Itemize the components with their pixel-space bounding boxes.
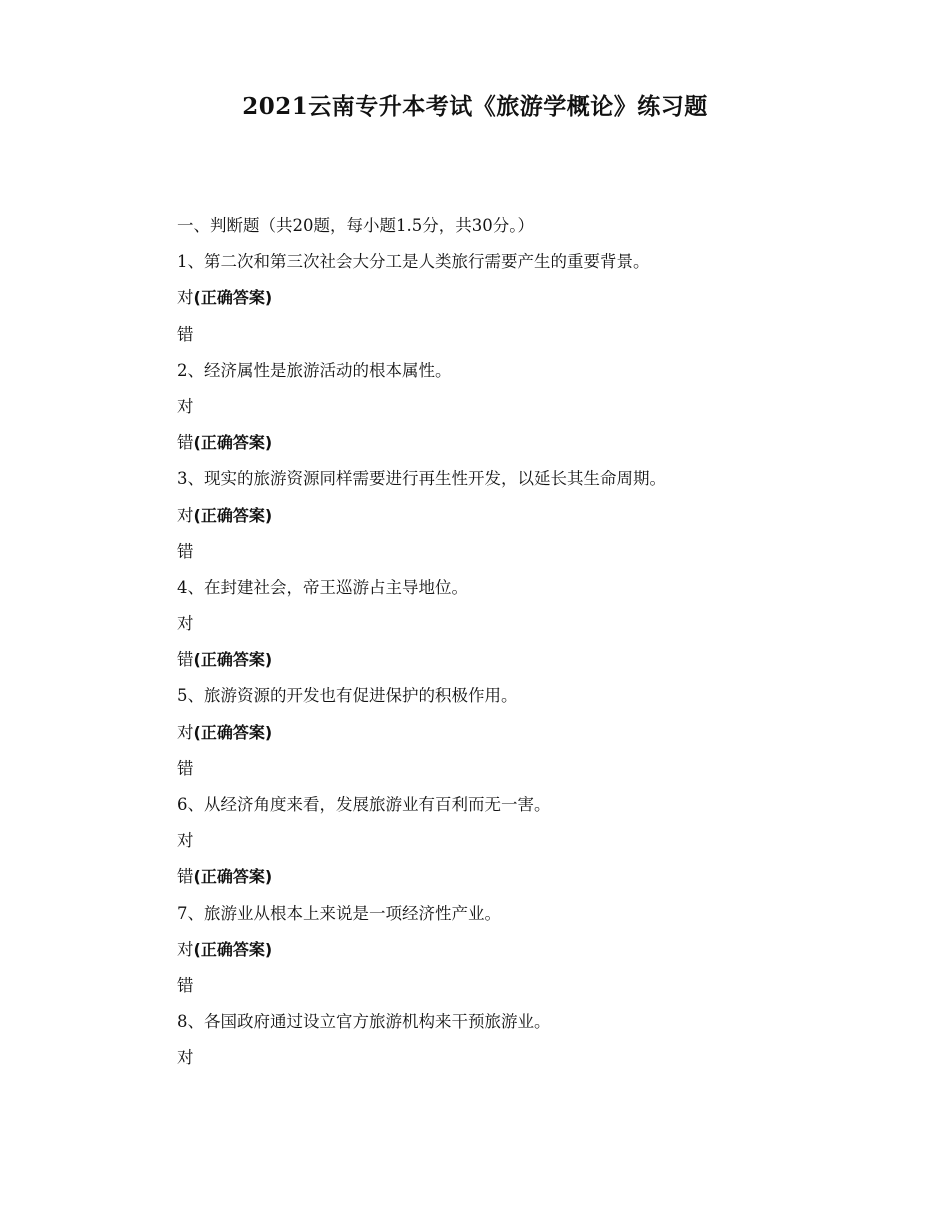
correct-answer-mark: (正确答案) [193,939,273,959]
option-label: 错 [177,433,194,453]
option-label: 对 [177,831,194,851]
option-label: 错 [177,867,194,887]
option-label: 对 [177,288,194,308]
option-label: 对 [177,939,194,959]
option-false [177,534,897,570]
question-text: 1、第二次和第三次社会大分工是人类旅行需要产生的重要背景。 [177,252,650,272]
option-true [177,498,897,534]
option-false [177,859,897,895]
question-text: 8、各国政府通过设立官方旅游机构来干预旅游业。 [177,1012,551,1032]
correct-answer-mark: (正确答案) [193,650,273,670]
question-list [177,208,897,1077]
option-label: 对 [177,722,194,742]
question-text: 3、现实的旅游资源同样需要进行再生性开发，以延长其生命周期。 [177,469,666,489]
option-false [177,968,897,1004]
option-label: 错 [177,650,194,670]
document-title: 2021云南专升本考试《旅游学概论》练习题 [242,93,708,120]
option-label: 对 [177,505,194,525]
option-label: 错 [177,324,194,344]
option-true [177,823,897,859]
option-false [177,425,897,461]
question-text: 2、经济属性是旅游活动的根本属性。 [177,360,452,380]
section-heading: 一、判断题（共20题，每小题1.5分，共30分。） [177,216,534,235]
option-label: 错 [177,541,194,561]
correct-answer-mark: (正确答案) [193,433,273,453]
option-false [177,317,897,353]
correct-answer-mark: (正确答案) [193,867,273,887]
option-true [177,1040,897,1076]
option-label: 错 [177,975,194,995]
option-false [177,751,897,787]
question-text: 5、旅游资源的开发也有促进保护的积极作用。 [177,686,518,706]
option-label: 对 [177,396,194,416]
option-true [177,715,897,751]
option-label: 对 [177,614,194,634]
question-text: 7、旅游业从根本上来说是一项经济性产业。 [177,903,501,923]
correct-answer-mark: (正确答案) [193,722,273,742]
option-false [177,642,897,678]
option-true [177,280,897,316]
option-true [177,606,897,642]
correct-answer-mark: (正确答案) [193,288,273,308]
question-text: 6、从经济角度来看，发展旅游业有百利而无一害。 [177,795,551,814]
correct-answer-mark: (正确答案) [193,505,273,525]
option-label: 错 [177,758,194,778]
option-true [177,389,897,425]
question-text: 4、在封建社会，帝王巡游占主导地位。 [177,577,468,597]
option-true [177,932,897,968]
option-label: 对 [177,1048,194,1068]
